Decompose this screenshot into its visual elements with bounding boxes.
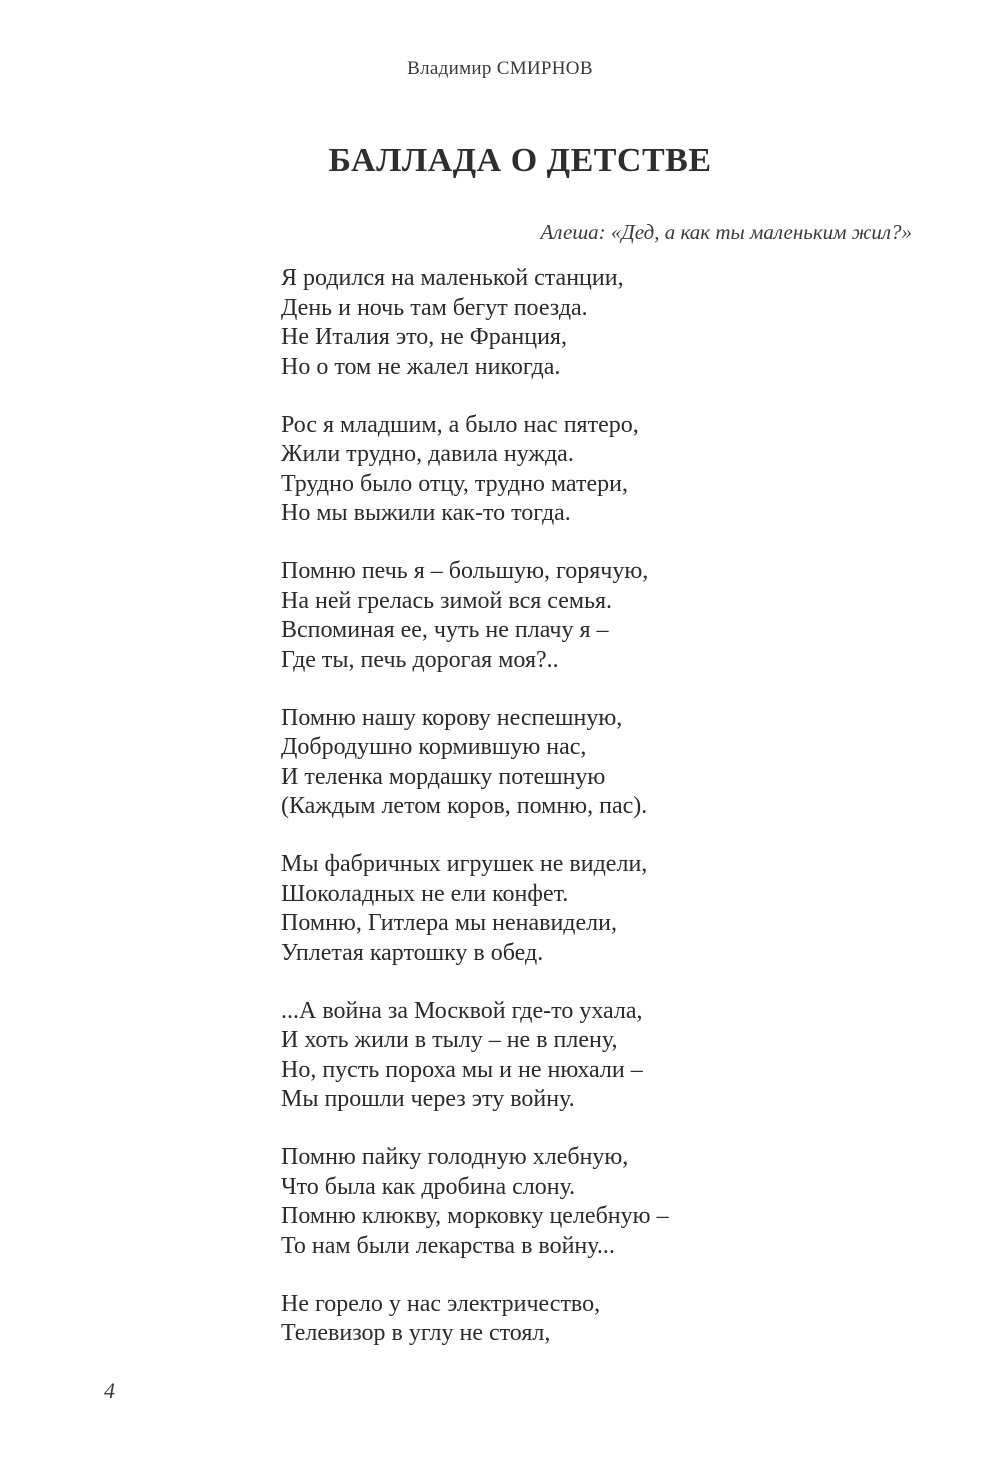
poem-line: Что была как дробина слону. bbox=[281, 1173, 576, 1200]
poem-line: Трудно было отцу, трудно матери, bbox=[281, 470, 628, 497]
poem-line: Помню нашу корову неспешную, bbox=[281, 704, 623, 731]
stanza-7 bbox=[281, 1143, 841, 1261]
poem-line: Я родился на маленькой станции, bbox=[281, 265, 624, 291]
poem-line: Уплетая картошку в обед. bbox=[281, 939, 544, 966]
poem-line: ...А война за Москвой где-то ухала, bbox=[281, 997, 643, 1024]
poem-line: Шоколадных не ели конфет. bbox=[281, 880, 569, 907]
poem-line: Добродушно кормившую нас, bbox=[281, 734, 587, 760]
epigraph: Алеша: «Дед, а как ты маленьким жил?» bbox=[540, 220, 912, 244]
poem-line: (Каждым летом коров, помню, пас). bbox=[281, 793, 648, 819]
stanza-3 bbox=[281, 557, 841, 675]
page-number: 4 bbox=[104, 1378, 115, 1403]
poem-line: Помню, Гитлера мы ненавидели, bbox=[281, 910, 617, 936]
stanza-5 bbox=[281, 850, 841, 968]
poem-line: На ней грелась зимой вся семья. bbox=[281, 587, 613, 614]
stanza-1 bbox=[281, 264, 841, 382]
poem-line: Помню пайку голодную хлебную, bbox=[281, 1144, 629, 1170]
stanza-4 bbox=[281, 704, 841, 822]
poem-line: Не горело у нас электричество, bbox=[281, 1290, 601, 1317]
poem-line: День и ночь там бегут поезда. bbox=[281, 294, 588, 321]
stanza-6 bbox=[281, 997, 841, 1115]
poem-line: Мы прошли через эту войну. bbox=[281, 1086, 575, 1112]
poem-line: Где ты, печь дорогая моя?.. bbox=[281, 646, 559, 673]
poem-line: Помню клюкву, морковку целебную – bbox=[281, 1203, 669, 1229]
poem-line: Но мы выжили как-то тогда. bbox=[281, 500, 571, 526]
poem-line: И хоть жили в тылу – не в плену, bbox=[281, 1027, 618, 1053]
poem-line: И теленка мордашку потешную bbox=[281, 763, 606, 790]
poem-line: Помню печь я – большую, горячую, bbox=[281, 558, 649, 584]
poem-line: Не Италия это, не Франция, bbox=[281, 324, 567, 350]
poem-line: Телевизор в углу не стоял, bbox=[281, 1320, 551, 1346]
poem-title: БАЛЛАДА О ДЕТСТВЕ bbox=[328, 142, 712, 179]
stanza-8 bbox=[281, 1290, 841, 1349]
poem-line: Но о том не жалел никогда. bbox=[281, 353, 561, 380]
poem-body bbox=[281, 264, 841, 1377]
running-header-author: Владимир СМИРНОВ bbox=[407, 58, 593, 79]
stanza-2 bbox=[281, 411, 841, 529]
poem-line: Вспоминая ее, чуть не плачу я – bbox=[281, 617, 609, 643]
poem-line: Рос я младшим, а было нас пятеро, bbox=[281, 411, 639, 438]
poem-line: То нам были лекарства в войну... bbox=[281, 1232, 615, 1259]
poem-line: Жили трудно, давила нужда. bbox=[281, 441, 574, 467]
poem-line: Но, пусть пороха мы и не нюхали – bbox=[281, 1056, 643, 1083]
poem-line: Мы фабричных игрушек не видели, bbox=[281, 851, 648, 877]
